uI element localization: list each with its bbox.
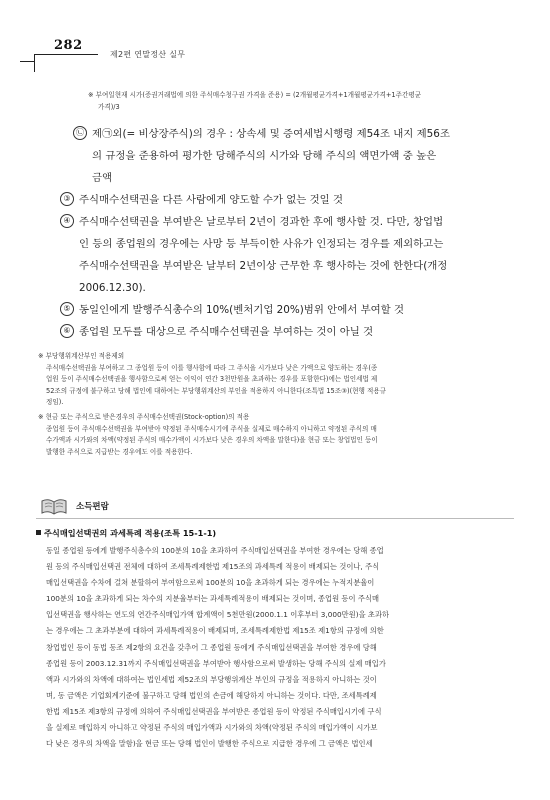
item-number-badge: ㉡ <box>73 126 87 140</box>
case-line: 100분의 10을 초과하게 되는 차수의 지분율부터는 과세특례적용이 배제되는 것이며, 종업원 등이 주식매 <box>46 594 379 604</box>
note-line: 정임). <box>46 398 64 407</box>
case-line: 원 등의 주식매입선택권 전체에 대하여 조세특례제한법 제15조의 과세특례 적용이 배제되는 것이나, 주식 <box>46 562 380 572</box>
requirements-list <box>60 123 522 343</box>
section-banner <box>36 494 514 520</box>
header-rule-vertical <box>34 54 35 72</box>
item-number-badge: ④ <box>60 214 74 228</box>
note-mark: ※ <box>88 91 94 99</box>
case-line: 한법 제15조 제3항의 규정에 의하여 주식매입선택권을 부여받은 종업원 등이 약정된 주식매입시기에 구식 <box>46 706 382 716</box>
case-line: 동일 종업원 등에게 발행주식총수의 100분의 10을 초과하여 주식매입선택권을 부여한 경우에는 당해 종업 <box>46 546 384 555</box>
item-text <box>60 321 522 343</box>
list-item <box>60 211 522 299</box>
item-line: 주식매수선택권을 부여받은 날로부터 2년이 경과한 후에 행사할 것. 다만, 창업법 <box>79 216 444 228</box>
case-line: 종업원 등이 2003.12.31까지 주식매입선택권을 부여받아 행사함으로써 발생하는 당해 주식의 실제 매입가 <box>46 658 386 668</box>
note-line: 가격)/3 <box>98 103 120 111</box>
case-line: 입선택권을 행사하는 연도의 연간주식매입가액 합계액이 5천만원(2000.1.1 이후부터 3,000만원)을 초과하 <box>46 610 390 620</box>
case-line: 다 낮은 경우의 차액을 말함)을 현금 또는 당해 법인이 발행한 주식으로 지급한 경우에 그 금액은 법인세 <box>46 739 373 749</box>
case-line: 을 실제로 매입하지 아니하고 약정된 주식의 매입가액과 시가와의 차액(약정된 주식의 매입가액이 시가보 <box>46 723 378 733</box>
item-text <box>73 123 522 189</box>
item-text <box>60 299 522 321</box>
note-line: 발행한 주식으로 지급받는 경우에도 이를 적용한다. <box>46 447 193 456</box>
note-line: 주식매수선택권을 부여하고 그 종업원 등이 이를 행사함에 따라 그 주식을 시가보다 낮은 가액으로 양도하는 경우(종 <box>46 363 378 372</box>
item-number-badge: ⑥ <box>60 324 74 338</box>
item-line: 주식매수선택권을 다른 사람에게 양도할 수가 없는 것일 것 <box>79 194 344 206</box>
case-line: 매입선택권을 수차에 걸쳐 분할하여 부여함으로써 100분의 10을 초과하게 되는 경우에는 누적지분율이 <box>46 578 375 588</box>
header-rule <box>34 54 98 55</box>
note-line: 수가액과 시가와의 차액(약정된 주식의 매수가액이 시가보다 낮은 경우의 차액을 말한다)을 현금 또는 창업법인 등이 <box>46 436 378 445</box>
item-line: 2006.12.30). <box>79 282 146 294</box>
list-item <box>60 189 522 211</box>
list-item <box>60 299 522 321</box>
footnote-market-price <box>88 89 513 113</box>
case-line: 며, 동 금액은 기업회계기준에 불구하고 당해 법인의 손금에 해당하지 아니하는 것이다. 다만, 조세특례제 <box>46 690 377 700</box>
notes-section <box>38 351 515 461</box>
note-gap <box>38 458 515 461</box>
item-line: 제㉠외(= 비상장주식)의 경우 : 상속세 및 증여세법시행령 제54조 내지 제56조 <box>92 128 450 140</box>
item-line: 주식매수선택권을 부여받은 날부터 2년이상 근무한 후 행사하는 것에 한한다(개정 <box>79 260 448 272</box>
section-rule <box>36 518 514 519</box>
item-line: 동일인에게 발행주식총수의 10%(벤처기업 20%)범위 안에서 부여할 것 <box>79 304 405 316</box>
case-body <box>46 543 514 752</box>
item-line: 인 등의 종업원의 경우에는 사망 등 부득이한 사유가 인정되는 경우를 제외하고는 <box>79 238 444 250</box>
header-rule-tick <box>20 61 34 62</box>
item-text <box>60 211 522 299</box>
item-line: 금액 <box>92 172 113 184</box>
case-line: 는 경우에는 그 초과부분에 대하여 과세특례적용이 배제되며, 조세특례제한법 제15조 제1항의 규정에 의한 <box>46 626 384 636</box>
case-title-text: 주식매입선택권의 과세특례 적용(조특 15-1-1) <box>44 528 217 538</box>
note-heading: ※ 현금 또는 주식으로 받은경우의 주식매수선택권(Stock-option)의 적용 <box>38 412 250 421</box>
open-book-icon <box>40 496 68 516</box>
item-number-badge: ⑤ <box>60 302 74 316</box>
page-number: 282 <box>54 38 83 53</box>
list-item <box>60 321 522 343</box>
item-text <box>60 189 522 211</box>
section-title: 소득편람 <box>76 502 109 512</box>
running-head: 제2편 연말정산 실무 <box>110 50 186 59</box>
item-number-badge: ③ <box>60 192 74 206</box>
square-bullet-icon <box>36 530 41 535</box>
item-line: 종업원 모두를 대상으로 주식매수선택권을 부여하는 것이 아닐 것 <box>79 326 374 338</box>
page-header <box>20 38 530 68</box>
note-heading: ※ 부당행위계산부인 적용제외 <box>38 352 125 360</box>
case-title <box>36 528 216 539</box>
case-line: 액과 시가와의 차액에 대하여는 법인세법 제52조의 부당행위계산 부인의 규정을 적용하지 아니하는 것이 <box>46 674 377 684</box>
list-item <box>60 123 522 189</box>
item-line: 의 규정을 준용하여 평가한 당해주식의 시가와 당해 주식의 액면가액 중 높은 <box>92 150 437 162</box>
case-line: 창업법인 등이 동법 동조 제2항의 요건을 갖추어 그 종업원 등에게 주식매입선택권을 부여한 경우에 당해 <box>46 642 377 652</box>
note-line: 업원 등이 주식매수선택권을 행사함으로써 얻는 이익이 연간 3천만원을 초과하는 경우를 포함한다)에는 법인세법 제 <box>46 375 378 384</box>
note-line: 부여일현재 시가(증권거래법에 의한 주식매수청구권 가격을 준용) = (2개월평균가격+1개월평균가격+1주간평균 <box>95 91 422 99</box>
note-line: 종업원 등이 주식매수선택권을 부여받아 약정된 주식매수시기에 주식을 실제로 매수하지 아니하고 약정된 주식의 매 <box>46 424 377 433</box>
note-line: 52조의 규정에 불구하고 당해 법인에 대하여는 부당행위계산의 부인을 적용하지 아니한다(조특법 15조③)(현행 적용규 <box>46 386 387 395</box>
